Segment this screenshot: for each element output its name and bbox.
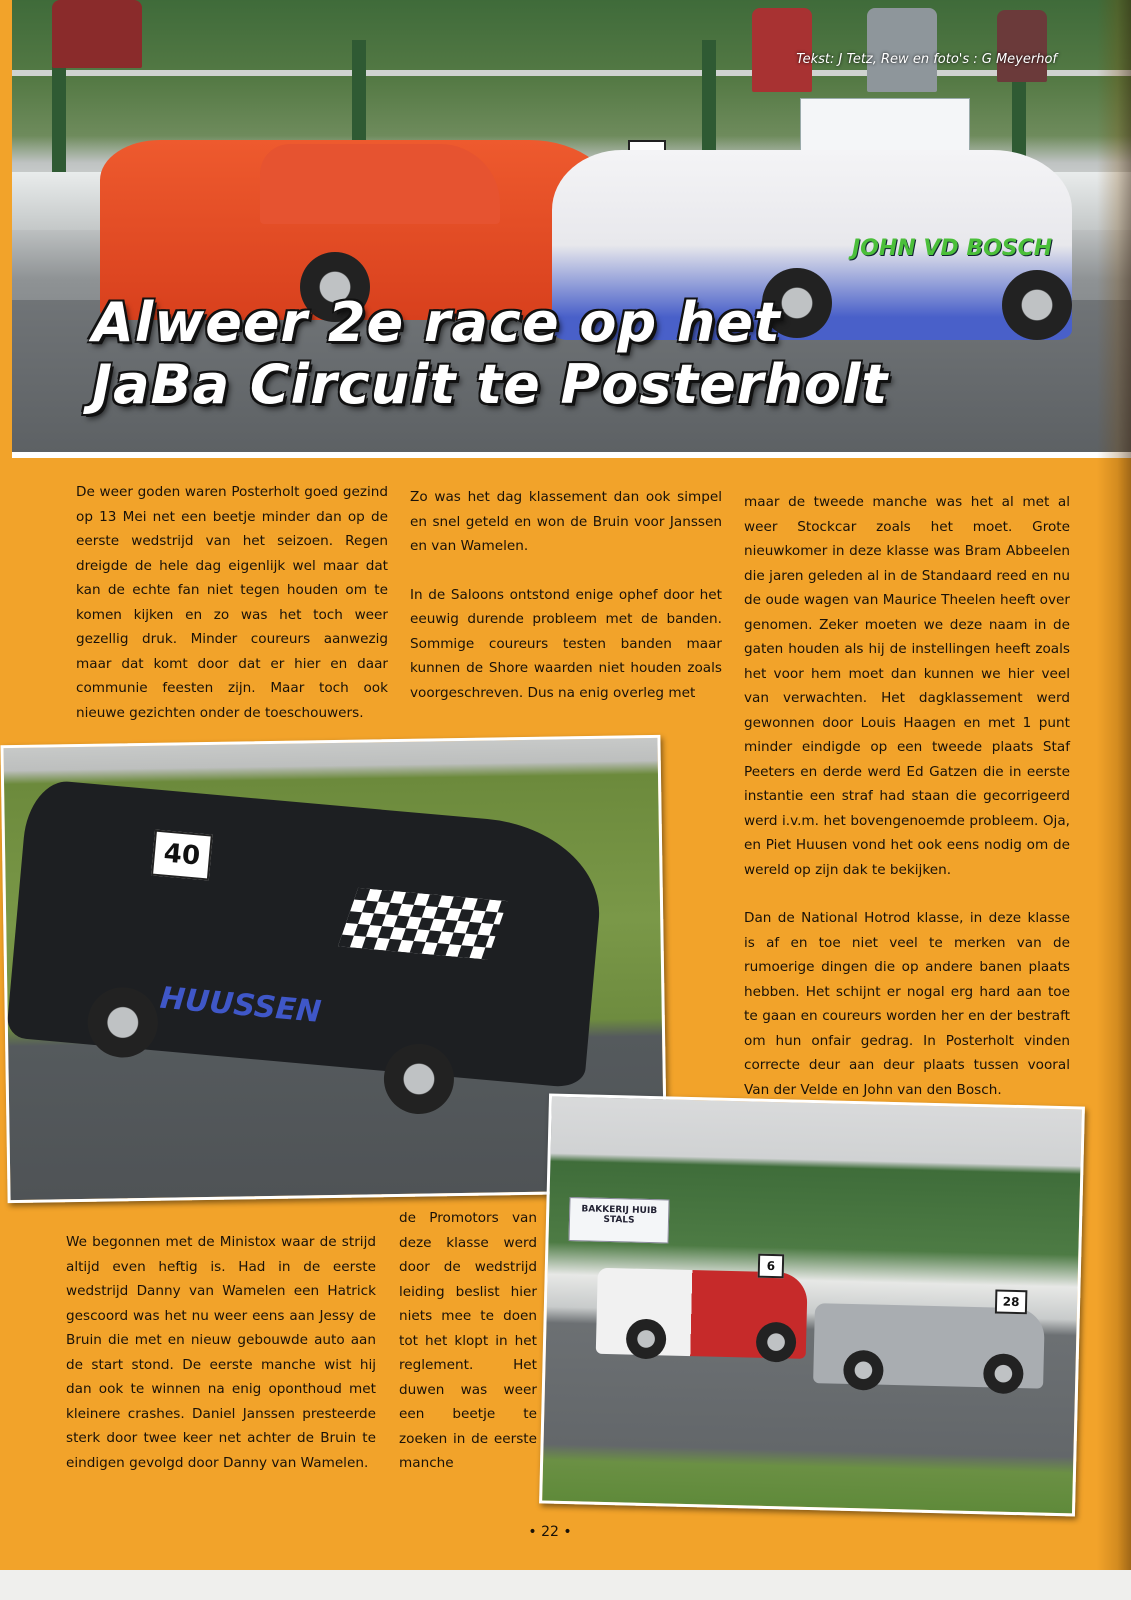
page-bottom-edge xyxy=(0,1570,1131,1600)
car-number-plate: 6 xyxy=(758,1254,785,1279)
paragraph: Zo was het dag klassement dan ook simpel en snel geteld en won de Bruin voor Janssen en van Wamelen. xyxy=(410,489,722,554)
divider-line xyxy=(12,452,1131,458)
article-title xyxy=(92,292,1092,416)
fence-rail xyxy=(12,70,1131,76)
red-white-car xyxy=(596,1258,808,1359)
paragraph: de Promotors van deze klasse werd door de wedstrijd leiding beslist hier niets mee te doen tot het klopt in het reglement. Het duwen was weer een beetje te zoeken in de eerste manche xyxy=(399,1210,537,1471)
grey-car xyxy=(813,1294,1045,1389)
car-name-decal: HUUSSEN xyxy=(158,980,323,1030)
title-line-1: Alweer 2e race op het xyxy=(92,291,781,354)
text-column-5 xyxy=(399,1206,537,1476)
spectator xyxy=(52,0,142,68)
spectator xyxy=(997,10,1047,82)
photo-credit: Tekst: J Tetz, Rew en foto's : G Meyerhof xyxy=(796,52,1057,67)
sponsor-board xyxy=(800,98,970,156)
paragraph: maar de tweede manche was het al met al weer Stockcar zoals het moet. Grote nieuwkomer in deze klasse was Bram Abbeelen die jaren geleden al in de Standaard reed en nu de oude wagen van Maurice Theelen heeft over genomen. Zeker moeten we deze naam in de gaten houden als hij de instellingen heeft zoals het voor hem moet dan kunnen we hier veel van verwachten. Het dagklassement werd gewonnen door Louis Haagen en met 1 punt minder eindigde op een tweede plaats Staf Peeters en derde werd Ed Gatzen die in eerste instantie een straf had staan die gecorrigeerd werd i.v.m. het bovengenoemde probleem. Oja, en Piet Huusen vond het ook eens nodig om de wereld op zijn dak te bekijken. xyxy=(744,494,1070,878)
page-number: • 22 • xyxy=(528,1524,572,1540)
text-column-1 xyxy=(76,480,388,725)
bakery-banner: BAKKERIJ HUIB STALS xyxy=(568,1197,669,1243)
car-roof xyxy=(260,144,500,224)
header-photo xyxy=(12,0,1131,452)
wheel xyxy=(843,1350,884,1391)
photo-two-cars xyxy=(539,1094,1085,1517)
wheel xyxy=(85,984,161,1060)
car-number-plate: 40 xyxy=(151,830,213,881)
page-spine-shadow xyxy=(1097,0,1131,1600)
paragraph: Dan de National Hotrod klasse, in deze klasse is af en toe niet veel te merken van de rumoerige dingen die op andere banen plaats hebben. Het schijnt er nogal erg hard aan toe te gaan en coureurs worden her en der bestraft om hun onfair gedrag. In Posterholt vinden correcte deur aan deur plaats tussen vooral Van der Velde en John van den Bosch. xyxy=(744,910,1070,1098)
text-column-4 xyxy=(66,1230,376,1475)
title-line-2: JaBa Circuit te Posterholt xyxy=(92,353,889,416)
text-column-2 xyxy=(410,485,722,705)
wheel xyxy=(381,1041,457,1117)
spectator xyxy=(867,8,937,92)
car-number-plate: 28 xyxy=(995,1289,1028,1314)
checkered-flag-decal xyxy=(338,888,508,960)
paragraph: De weer goden waren Posterholt goed gezind op 13 Mei net een beetje minder dan op de eerste wedstrijd van het seizoen. Regen dreigde de hele dag eigenlijk wel maar dat kan de echte fan niet tegen houden om te komen kijken en zo was het toch weer gezellig druk. Minder coureurs aanwezig maar dat komt door dat er hier en daar communie feesten zijn. Maar toch ook nieuwe gezichten onder de toeschouwers. xyxy=(76,484,388,721)
paragraph: We begonnen met de Ministox waar de strijd altijd even heftig is. Had in de eerste wedstrijd Danny van Wamelen een Hatrick gescoord was het nu weer eens aan Jessy de Bruin die met en nieuw gebouwde auto aan de start stond. De eerste manche wist hij dan ook te winnen na enig oponthoud met kleinere crashes. Daniel Janssen presteerde sterk door twee keer net achter de Bruin te eindigen gevolgd door Danny van Wamelen. xyxy=(66,1234,376,1471)
wheel xyxy=(983,1353,1024,1394)
spectator xyxy=(752,8,812,92)
black-stock-car xyxy=(6,778,607,1089)
text-column-3 xyxy=(744,490,1070,1102)
wheel xyxy=(626,1318,667,1359)
paragraph: In de Saloons ontstond enige ophef door het eeuwig durende probleem met de banden. Sommige coureurs testen banden maar kunnen de Shore waarden niet houden zoals voorgeschreven. Dus na enig overleg met xyxy=(410,586,722,701)
wheel xyxy=(756,1322,797,1363)
car-sponsor-text: JOHN VD BOSCH xyxy=(852,236,1053,261)
